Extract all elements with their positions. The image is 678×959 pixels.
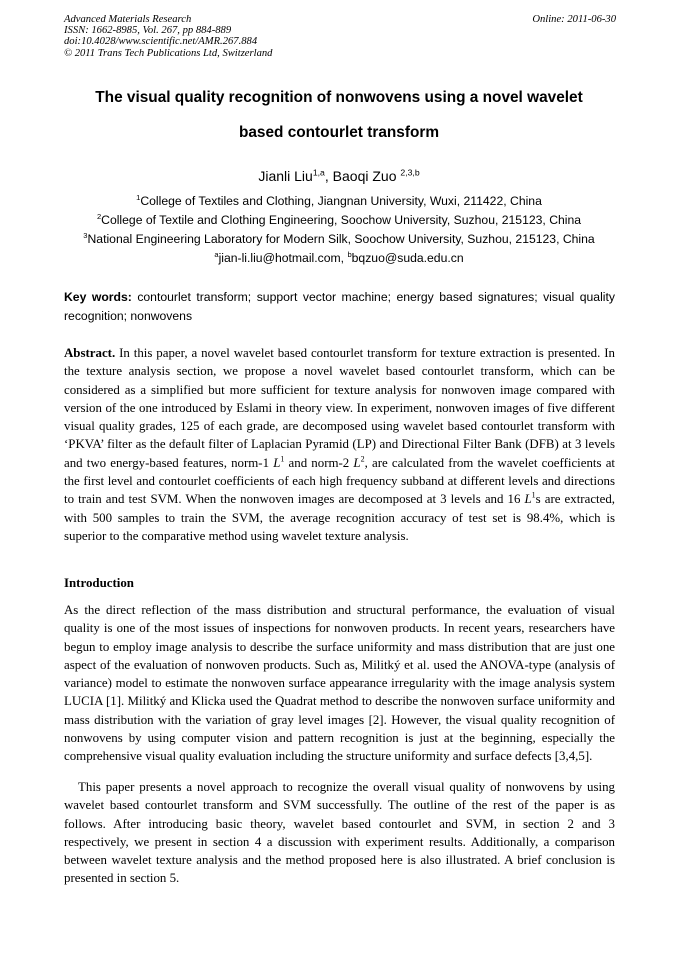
abstract-label: Abstract.: [64, 346, 116, 360]
affiliation-1: [40, 194, 638, 208]
journal-name: Advanced Materials Research: [64, 14, 192, 25]
affiliation-1-text: College of Textiles and Clothing, Jiangnan University, Wuxi, 211422, China: [140, 194, 542, 208]
online-date: Online: 2011-06-30: [532, 14, 616, 25]
copyright-line: © 2011 Trans Tech Publications Ltd, Switzerland: [64, 47, 273, 59]
paper-title-line-1: The visual quality recognition of nonwovens using a novel wavelet: [95, 89, 583, 106]
math-sup-2: 2: [360, 454, 365, 464]
author-1-affiliation-marks: 1,a: [312, 167, 325, 178]
math-L-3: L: [524, 492, 532, 507]
math-L-1: L: [273, 455, 281, 470]
author-2-affiliation-marks: 2,3,b: [400, 167, 420, 178]
affiliation-2-text: College of Textile and Clothing Engineering, Soochow University, Suzhou, 215123, China: [101, 213, 582, 227]
abstract-text-4: s are extracted, with 500 samples to train the SVM, the average recognition accuracy of test set is 98.4%, which is superior to the comparative method using wavelet texture analysis.: [64, 492, 616, 543]
introduction-heading: Introduction: [64, 576, 134, 590]
author-separator: ,: [324, 168, 333, 184]
keywords-label: Key words:: [64, 290, 132, 304]
math-sup-3: 1: [531, 491, 536, 501]
email-b-mark: b: [347, 249, 352, 259]
introduction-paragraph-1: As the direct reflection of the mass distribution and structural performance, the evaluation of visual quality is one of the most issues of inspections for nonwoven products. In recent years, researchers have begun to employ image analysis to describe the surface uniformity and mass distribution that are just one aspect of the evaluation of nonwoven products. Such as, Militký et al. used the ANOVA-type (analysis of variance) model to estimate the nonwoven surface appearance irregularity with the image analysis system LUCIA [1]. Militký and Klicka used the Quadrat method to describe the nonwoven surface uniformity and mass distribution with the variation of gray level images [2]. However, the visual quality recognition of nonwovens by using computer vision and pattern recognition is just at the beginning, especially the comprehensive visual quality evaluation including the structure uniformity and surface defects [3,4,5].: [64, 603, 615, 764]
abstract-text-1: In this paper, a novel wavelet based contourlet transform for texture extraction is presented. In the texture analysis section, we propose a novel wavelet based contourlet transform, which can be considered as a simplified but more sufficient for texture analysis for nonwoven image compared with version of the one introduced by Eslami in theory view. In experiment, nonwoven images of five different visual quality grades, 125 of each grade, are decomposed using wavelet based contourlet transform with ‘PKVA’ filter as the default filter of Laplacian Pyramid (LP) and Directional Filter Bank (DFB) at 3 levels and two energy-based features, norm-1: [64, 346, 615, 470]
keywords-section: [64, 288, 615, 326]
author-list: [40, 168, 638, 184]
doi-line: doi:10.4028/www.scientific.net/AMR.267.884: [64, 36, 258, 48]
keywords-text: contourlet transform; support vector machine; energy based signatures; visual quality recognition; nonwovens: [64, 290, 615, 323]
introduction-paragraph-2: This paper presents a novel approach to recognize the overall visual quality of nonwovens by using wavelet based contourlet transform and SVM successfully. The outline of the rest of the paper is as follows. After introducing basic theory, wavelet based contourlet and SVM, in section 2 and 3 respectively, we present in section 4 a discussion with experiment results. Additionally, a comparison between wavelet texture analysis and the method proposed here is also illustrated. A brief conclusion is presented in section 5.: [64, 780, 615, 886]
abstract-text-3: , are calculated from the wavelet coefficients at the first level and contourlet coefficients of each high frequency subband at different levels and directions to train and test SVM. When the nonwoven images are decomposed at 3 levels and 16: [64, 455, 615, 507]
abstract-text-2: and norm-2: [284, 455, 354, 470]
affiliation-2: [40, 213, 638, 227]
author-2: Baoqi Zuo: [332, 168, 401, 184]
affiliation-3: [40, 232, 638, 246]
email-b[interactable]: bqzuo@suda.edu.cn: [351, 251, 464, 265]
email-a[interactable]: jian-li.liu@hotmail.com,: [218, 251, 348, 265]
abstract-paragraph: [64, 344, 615, 545]
affiliation-3-mark: 3: [83, 230, 88, 240]
math-sup-1: 1: [280, 454, 285, 464]
paper-title-line-2: based contourlet transform: [238, 124, 440, 141]
affiliation-3-text: National Engineering Laboratory for Modern Silk, Soochow University, Suzhou, 215123, China: [87, 232, 595, 246]
email-a-mark: a: [214, 249, 219, 259]
affiliation-2-mark: 2: [96, 211, 102, 221]
journal-header: [64, 14, 616, 59]
issn-line: ISSN: 1662-8985, Vol. 267, pp 884-889: [64, 25, 232, 37]
affiliation-1-mark: 1: [136, 192, 141, 202]
math-L-2: L: [353, 455, 361, 470]
author-emails: [40, 251, 638, 265]
author-1: Jianli Liu: [258, 168, 313, 184]
